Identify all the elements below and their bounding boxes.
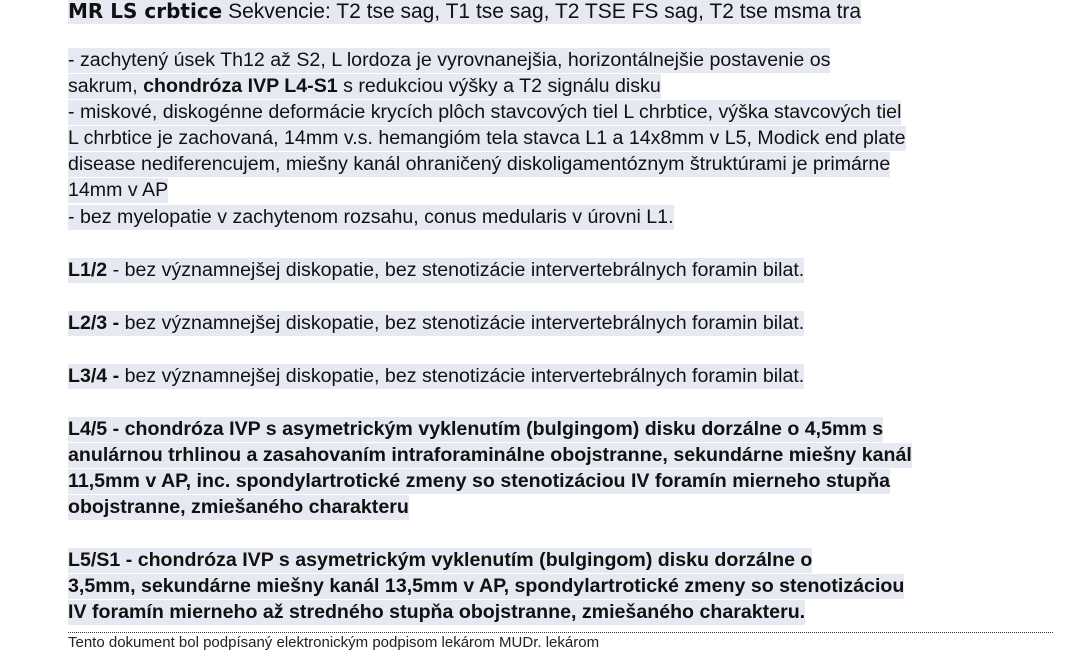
level-l4-l5-line: L4/5 - chondróza IVP s asymetrickým vyklenutím (bulgingom) disku dorzálne o 4,5mm s [68,418,884,440]
finding-text: sakrum, [68,75,144,97]
finding-line: L chrbtice je zachovaná, 14mm v.s. hemangióm tela stavca L1 a 14x8mm v L5, Modick end plate [68,127,906,149]
sequence-list: Sekvencie: T2 tse sag, T1 tse sag, T2 TSE FS sag, T2 tse msma tra [222,0,862,23]
finding-line: - zachytený úsek Th12 až S2, L lordoza je vyrovnanejšia, horizontálnejšie postavenie os [68,49,831,71]
finding-line: - miskové, diskogénne deformácie krycích plôch stavcových tiel L chrbtice, výška stavcových tiel [68,101,902,123]
level-l5-s1-line: 3,5mm, sekundárne miešny kanál 13,5mm v AP, spondylartrotické zmeny so stenotizáciou [68,575,905,597]
level-text: bez významnejšej diskopatie, bez stenotizácie intervertebrálnych foramin bilat. [119,365,805,387]
level-l4-l5-line: 11,5mm v AP, inc. spondylartrotické zmeny so stenotizáciou IV foramín mierneho stupňa [68,470,891,492]
finding-emphasis: chondróza IVP L4-S1 [143,75,338,97]
level-label: L3/4 - [68,365,120,387]
finding-line: disease nediferencujem, miešny kanál ohraničený diskoligamentóznym štruktúrami je primárne [68,153,891,175]
report-heading [68,0,861,24]
finding-line [68,74,661,99]
finding-line: 14mm v AP [68,179,169,201]
level-label: L2/3 - [68,312,120,334]
level-l5-s1-line: IV foramín mierneho až stredného stupňa obojstranne, zmiešaného charakteru. [68,601,806,623]
footer-divider [68,632,1053,633]
footer-signature-note: Tento dokument bol podpísaný elektronickým podpisom lekárom MUDr. lekárom [68,634,600,651]
level-l5-s1-line: L5/S1 - chondróza IVP s asymetrickým vyklenutím (bulgingom) disku dorzálne o [68,549,813,571]
level-label: L1/2 [68,259,108,281]
level-l4-l5-line: anulárnou trhlinou a zasahovaním intraforaminálne obojstranne, sekundárne miešny kanál [68,444,912,466]
level-l3-l4 [68,364,804,389]
level-text: bez významnejšej diskopatie, bez stenotizácie intervertebrálnych foramin bilat. [119,312,805,334]
report-title: MR LS crbtice [68,0,223,23]
level-l4-l5-line: obojstranne, zmiešaného charakteru [68,496,409,518]
finding-text: s redukciou výšky a T2 signálu disku [337,75,661,97]
level-l1-l2 [68,258,804,283]
level-l2-l3 [68,311,804,336]
finding-line: - bez myelopatie v zachytenom rozsahu, conus medularis v úrovni L1. [68,206,674,228]
level-text: - bez významnejšej diskopatie, bez stenotizácie intervertebrálnych foramin bilat. [107,259,805,281]
